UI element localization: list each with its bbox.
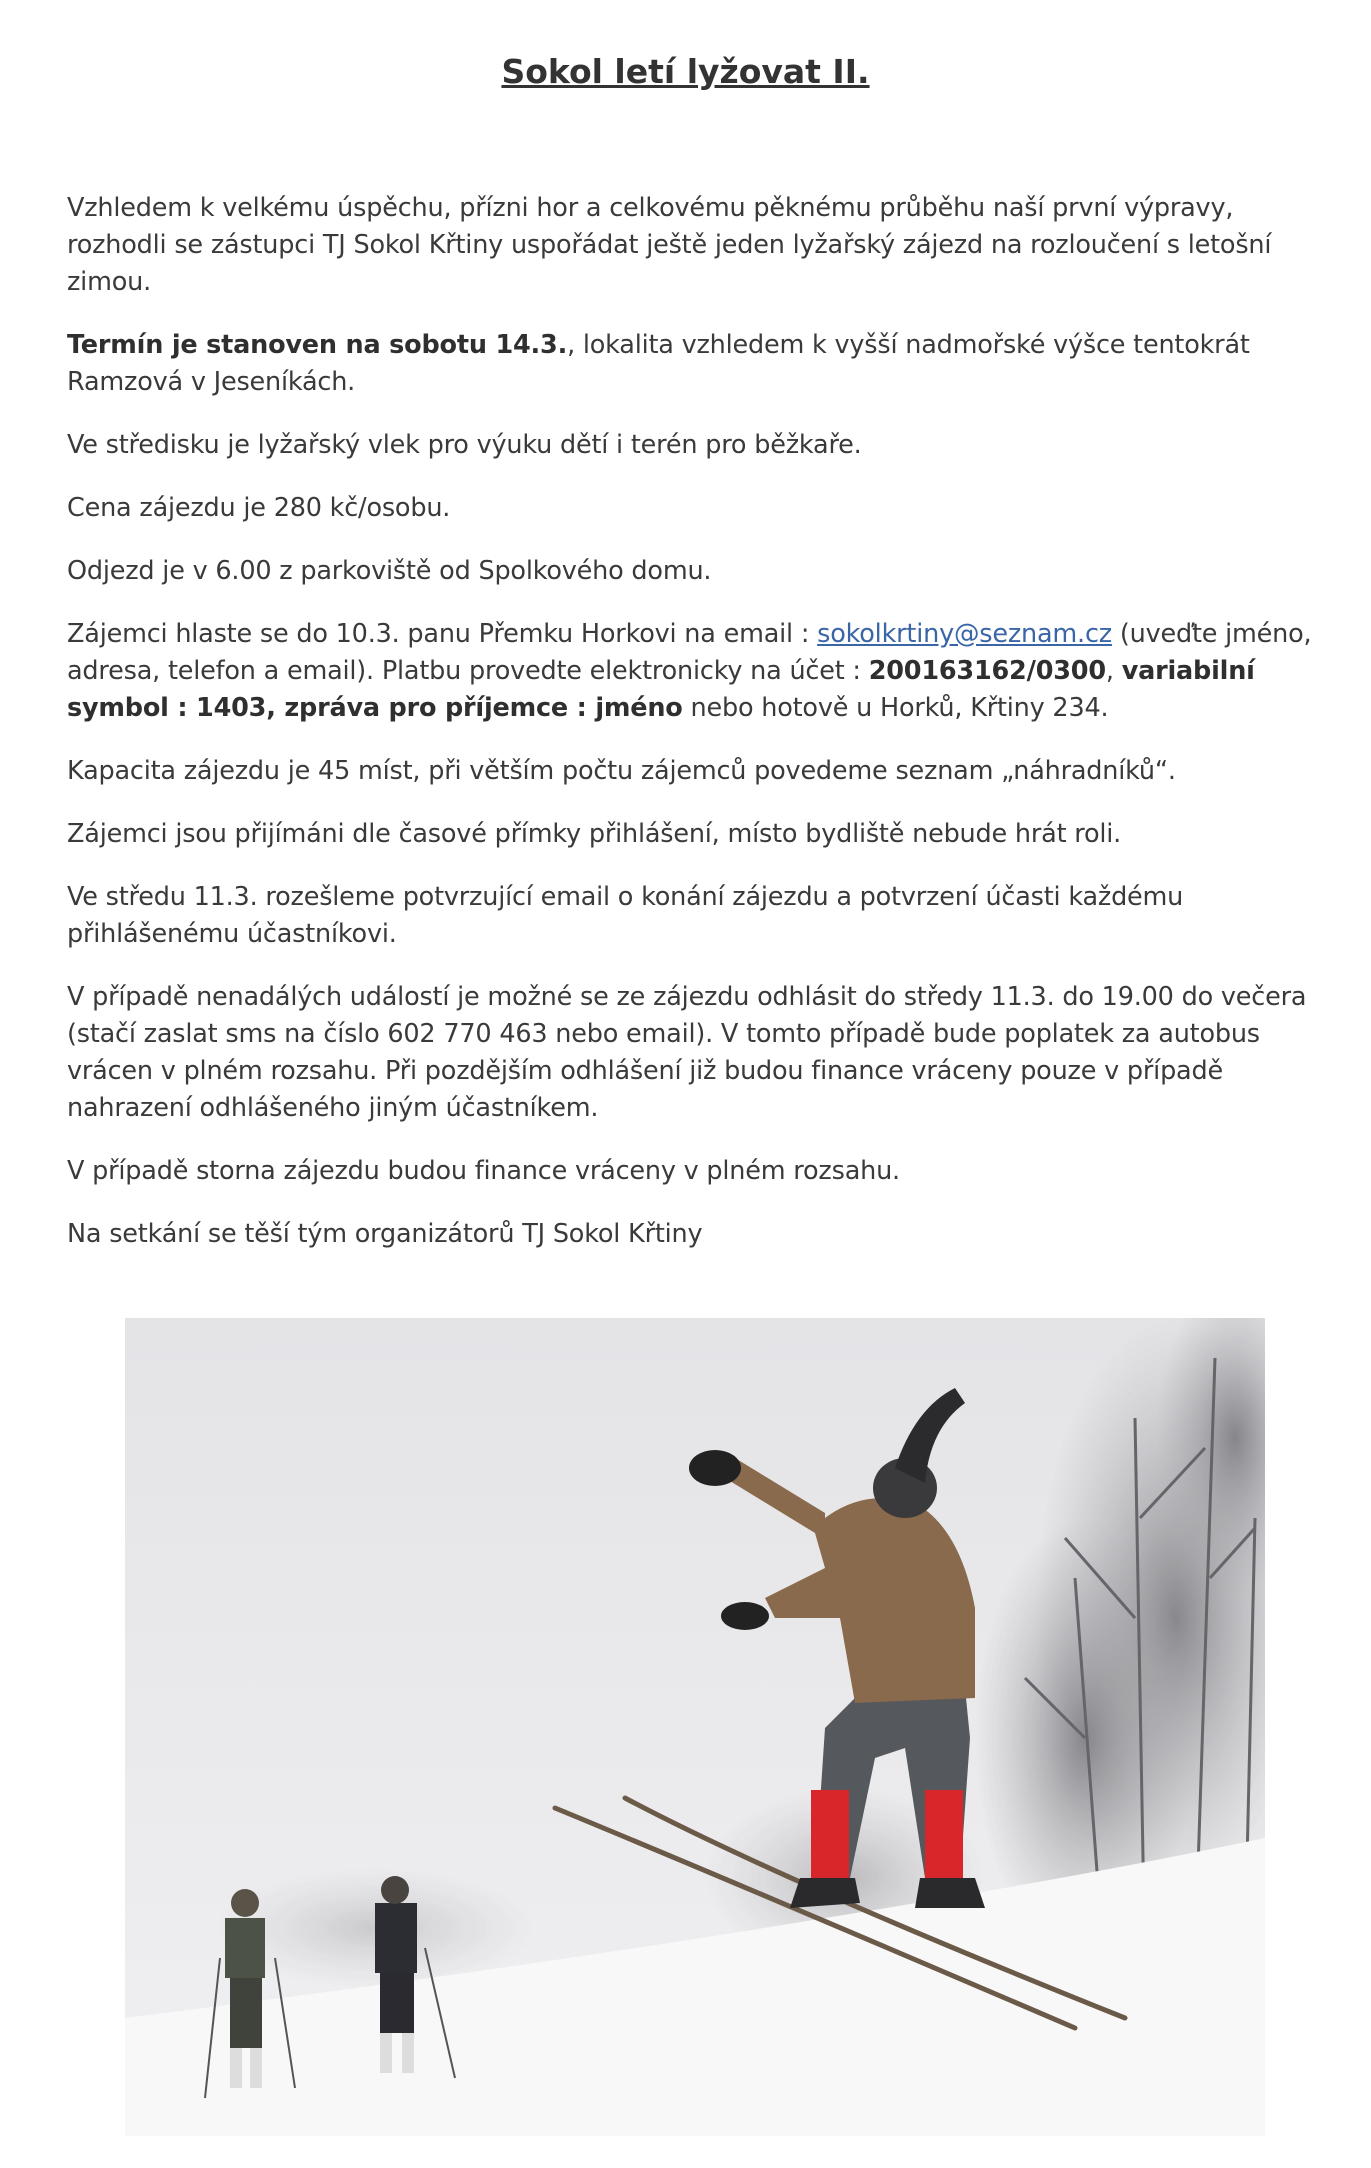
paragraph-intro: Vzhledem k velkému úspěchu, přízni hor a celkovému pěknému průběhu naší první výpravy, rozhodli se zástupci TJ Sokol Křtiny uspořádat ještě jeden lyžařský zájezd na rozloučení s letošní zimou. <box>67 193 1272 297</box>
paragraph-price: Cena zájezdu je 280 kč/osobu. <box>67 493 451 523</box>
paragraph-resort: Ve středisku je lyžařský vlek pro výuku dětí i terén pro běžkaře. <box>67 430 862 460</box>
paragraph-cancellation: V případě nenadálých událostí je možné se ze zájezdu odhlásit do středy 11.3. do 19.00 do večera (stačí zaslat sms na číslo 602 770 463 nebo email). V tomto případě bude poplatek za autobus vrácen v plném rozsahu. Při pozdějším odhlášení již budou finance vráceny pouze v případě nahrazení odhlášeného jiným účastníkem. <box>67 982 1307 1123</box>
registration-text-d: nebo hotově u Horků, Křtiny 234. <box>682 693 1109 723</box>
paragraph-confirmation: Ve středu 11.3. rozešleme potvrzující email o konání zájezdu a potvrzení účasti každému přihlášenému účastníkovi. <box>67 882 1184 949</box>
email-link[interactable]: sokolkrtiny@seznam.cz <box>817 619 1112 649</box>
registration-text-a: Zájemci hlaste se do 10.3. panu Přemku Horkovi na email : <box>67 619 818 649</box>
paragraph-departure: Odjezd je v 6.00 z parkoviště od Spolkového domu. <box>67 556 712 586</box>
account-number: 200163162/0300 <box>868 656 1106 686</box>
paragraph-capacity: Kapacita zájezdu je 45 míst, při větším počtu zájemců povedeme seznam „náhradníků“. <box>67 756 1176 786</box>
registration-text-c: , <box>1105 656 1122 686</box>
ski-jumper-photo <box>125 1318 1265 2136</box>
paragraph-storno: V případě storna zájezdu budou finance vráceny v plném rozsahu. <box>67 1156 900 1186</box>
paragraph-registration <box>67 616 1337 727</box>
registration-text-b: (uveďte jméno, adresa, telefon a email). Platbu provedte elektronicky na účet : <box>67 619 1312 686</box>
paragraph-signoff: Na setkání se těší tým organizátorů TJ Sokol Křtiny <box>67 1219 703 1249</box>
paragraph-order: Zájemci jsou přijímáni dle časové přímky přihlášení, místo bydliště nebude hrát roli. <box>67 819 1122 849</box>
page-title: Sokol letí lyžovat II. <box>501 52 870 91</box>
document-body <box>67 190 1337 1279</box>
date-rest-text: , lokalita vzhledem k vyšší nadmořské výšce tentokrát Ramzová v Jeseníkách. <box>67 330 1250 397</box>
date-bold-text: Termín je stanoven na sobotu 14.3. <box>67 330 568 360</box>
paragraph-date <box>67 327 1337 401</box>
payment-symbol-text: variabilní symbol : 1403, zpráva pro příjemce : jméno <box>67 656 1255 723</box>
ski-photo-illustration <box>125 1318 1265 2136</box>
